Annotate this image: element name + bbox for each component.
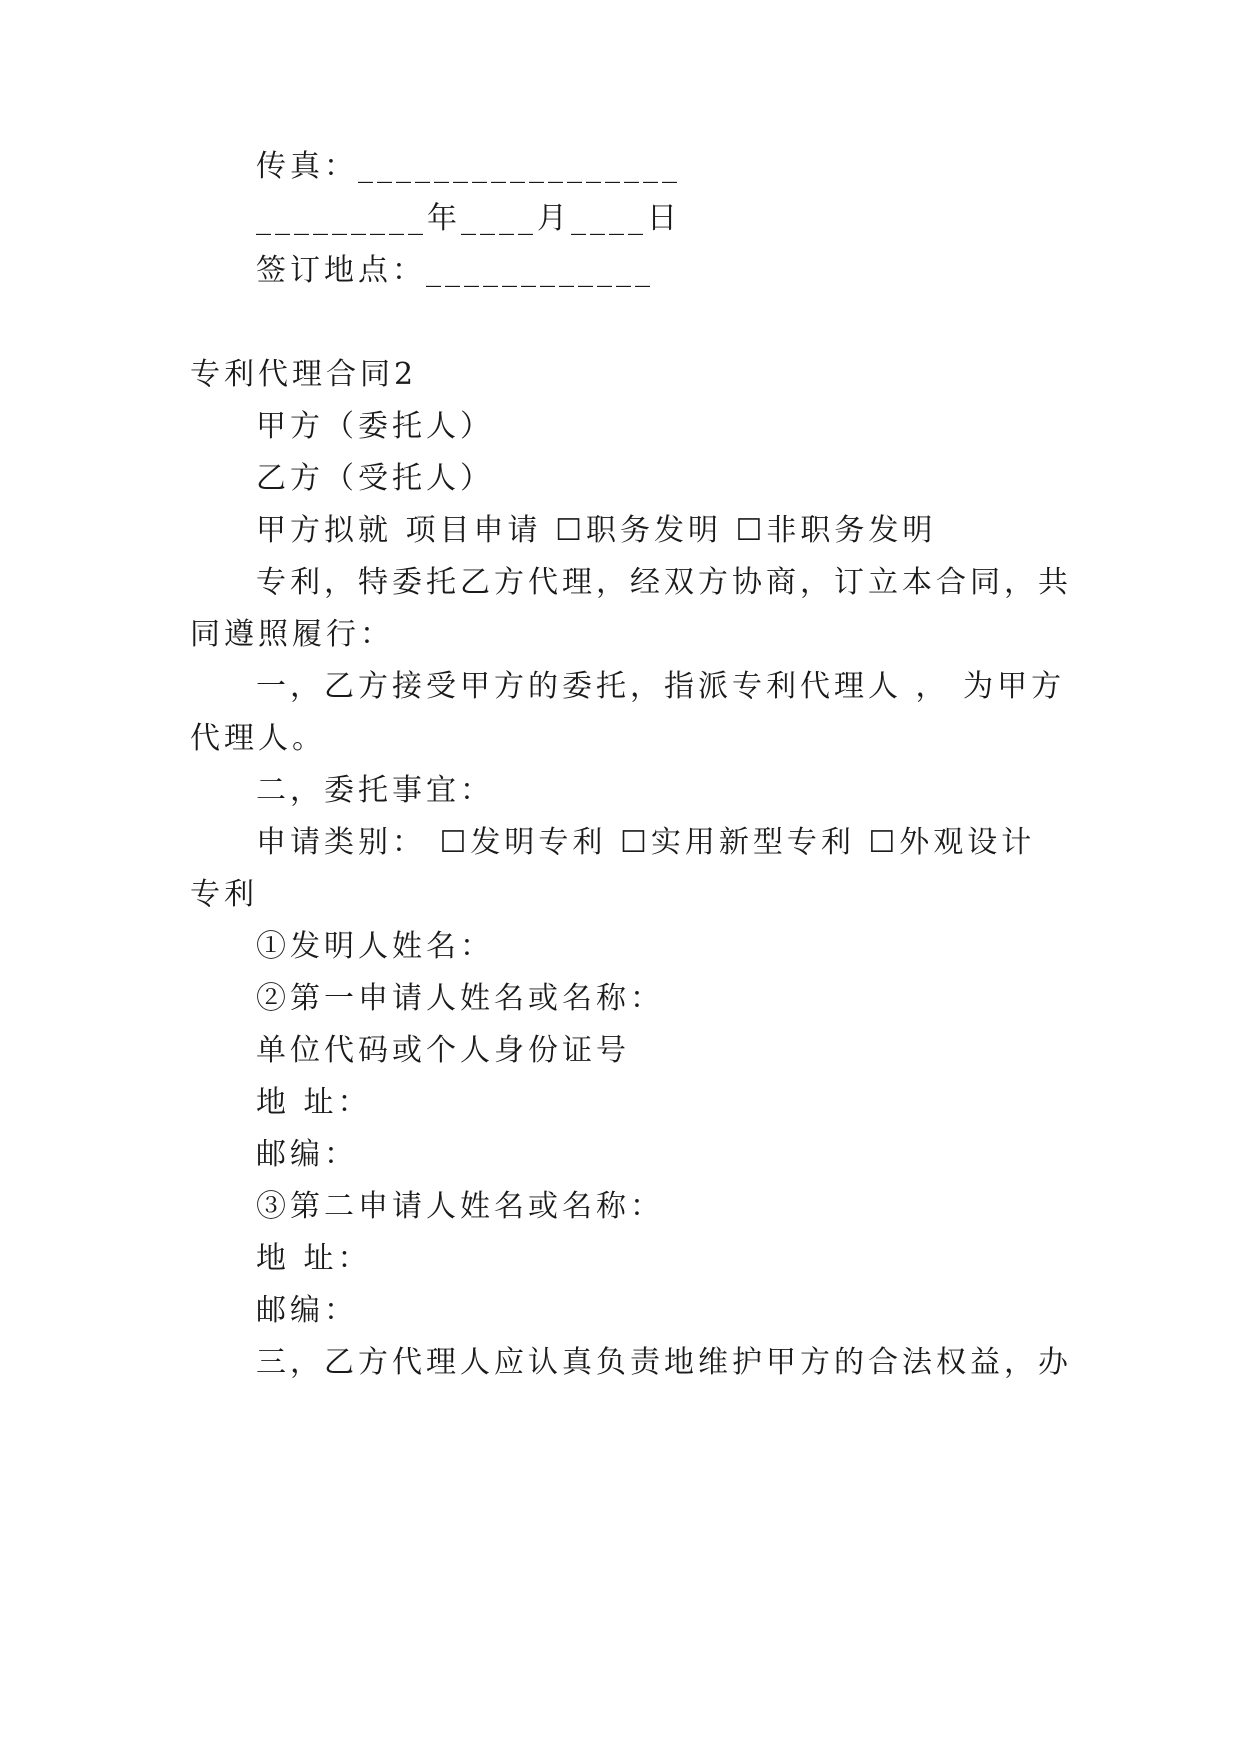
clause-3-line-1: 三，乙方代理人应认真负责地维护甲方的合法权益，办 <box>256 1345 1072 1380</box>
clause-1-line-2: 代理人。 <box>190 721 326 756</box>
contract-title: 专利代理合同2 <box>190 357 418 392</box>
postcode-2: 邮编： <box>256 1293 358 1328</box>
postcode-1: 邮编： <box>256 1137 358 1172</box>
date-line: _________年____月____日 <box>256 201 681 236</box>
fax-line: 传真：_________________ <box>256 149 681 184</box>
first-applicant: ②第一申请人姓名或名称： <box>256 981 664 1016</box>
party-b: 乙方（受托人） <box>256 461 494 496</box>
project-line: 甲方拟就 项目申请 ☐职务发明 ☐非职务发明 <box>256 513 937 548</box>
signing-place-line: 签订地点：____________ <box>256 253 654 288</box>
inventor-name: ①发明人姓名： <box>256 929 494 964</box>
application-type-line-1: 申请类别： ☐发明专利 ☐实用新型专利 ☐外观设计 <box>256 825 1036 860</box>
intro-line-2: 同遵照履行： <box>190 617 394 652</box>
party-a: 甲方（委托人） <box>256 409 494 444</box>
clause-2-heading: 二，委托事宜： <box>256 773 494 808</box>
clause-1-line-1: 一，乙方接受甲方的委托，指派专利代理人 ， 为甲方 <box>256 669 1066 704</box>
application-type-line-2: 专利 <box>190 877 258 912</box>
second-applicant: ③第二申请人姓名或名称： <box>256 1189 664 1224</box>
address-2: 地 址： <box>256 1241 372 1276</box>
address-1: 地 址： <box>256 1085 372 1120</box>
unit-code: 单位代码或个人身份证号 <box>256 1033 630 1068</box>
intro-line-1: 专利，特委托乙方代理，经双方协商，订立本合同，共 <box>256 565 1072 600</box>
